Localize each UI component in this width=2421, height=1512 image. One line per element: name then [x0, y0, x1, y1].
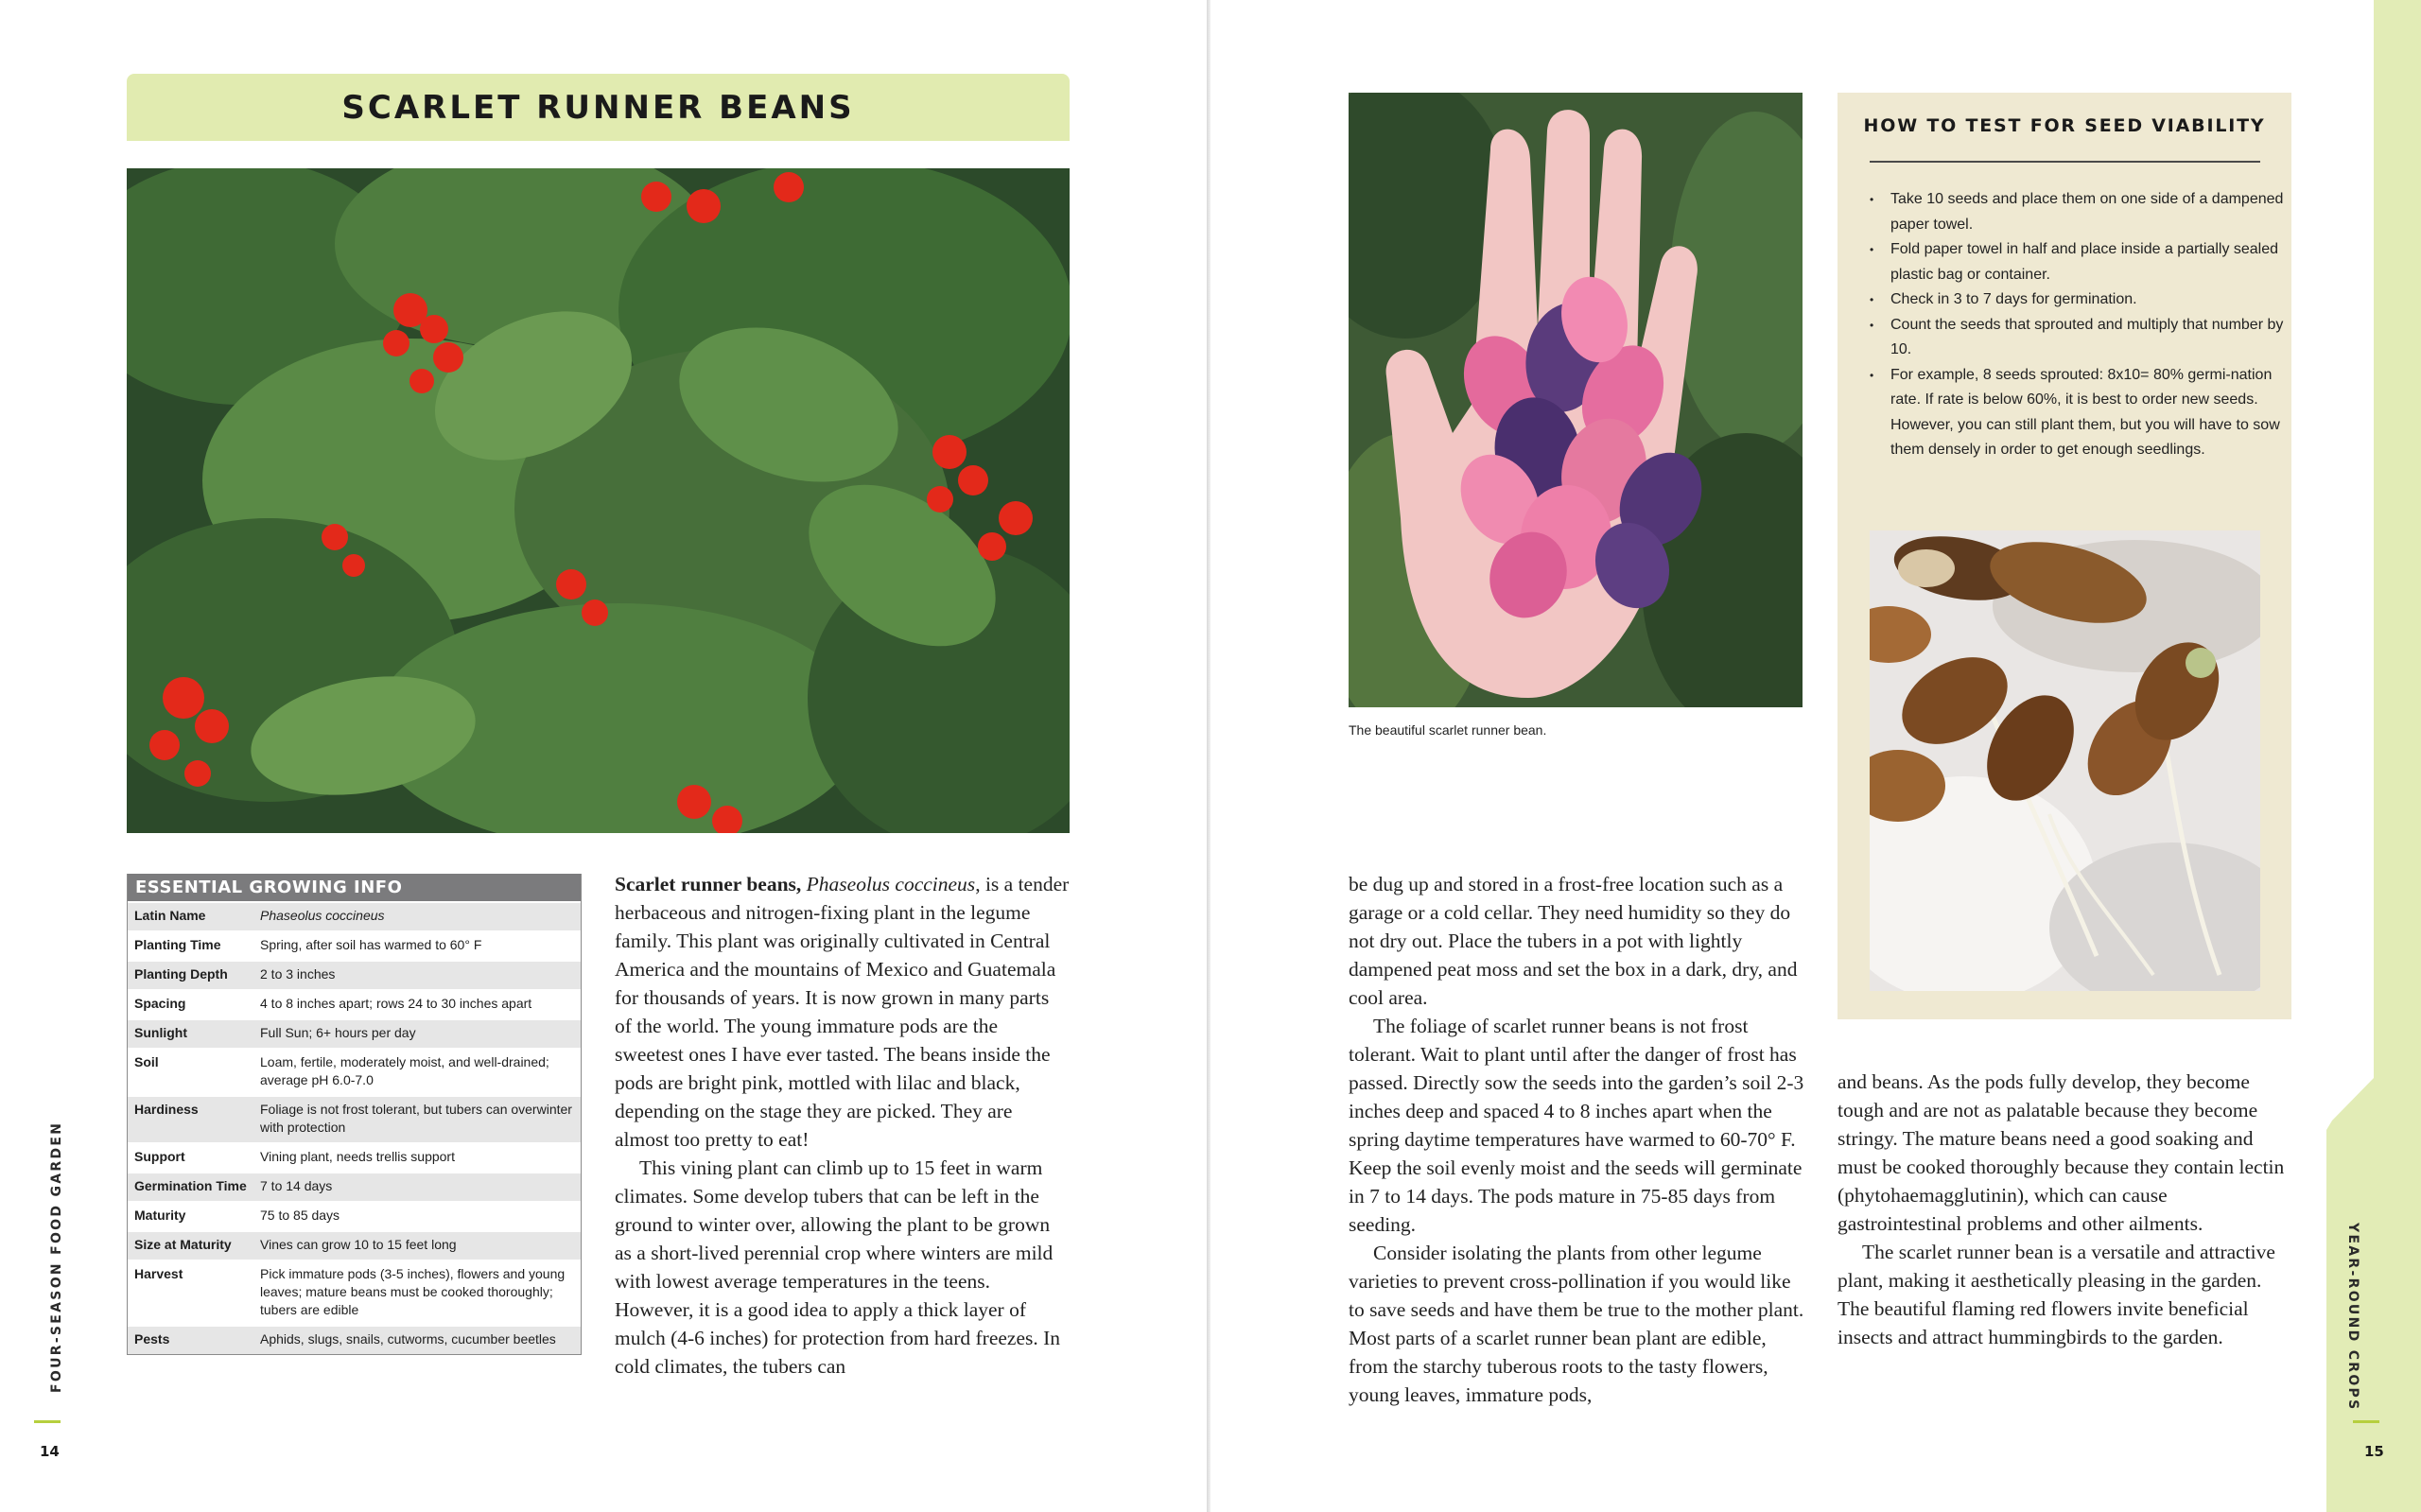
page-title: SCARLET RUNNER BEANS	[341, 88, 855, 127]
left-page	[0, 0, 1209, 1512]
essential-growing-info-table	[127, 874, 582, 1355]
row-value: 7 to 14 days	[260, 1178, 333, 1193]
paragraph: Consider isolating the plants from other legume varieties to prevent cross-pollination if you would like to save seeds and have them be true to the mother plant. Most parts of a scarlet runner bean plant are edible, from the starchy tuberous roots to the tasty flowers, young leaves, immature pods,	[1349, 1242, 1804, 1406]
intro-latin: Phaseolus coccineus	[806, 873, 976, 895]
table-row	[128, 1325, 581, 1354]
row-label: Soil	[134, 1054, 159, 1069]
table-row	[128, 1201, 581, 1230]
row-value: Foliage is not frost tolerant, but tubers can overwinter with protection	[260, 1102, 572, 1135]
table-row	[128, 1048, 581, 1095]
right-body-column-a	[1349, 870, 1805, 1409]
paragraph: The foliage of scarlet runner beans is not frost tolerant. Wait to plant until after the danger of frost has passed. Directly sow the seeds into the garden’s soil 2-3 inches deep and spaced 4 to 8 inches apart when the spring daytime temperatures have warmed to 60-70° F. Keep the soil evenly moist and the seeds will germinate in 7 to 14 days. The pods mature in 75-85 days from seeding.	[1349, 1015, 1804, 1236]
sidebar-list	[1870, 187, 2284, 463]
left-body-column	[615, 870, 1071, 1381]
row-label: Spacing	[134, 996, 186, 1011]
row-label: Size at Maturity	[134, 1237, 232, 1252]
photo-caption: The beautiful scarlet runner bean.	[1349, 722, 1547, 738]
page-number-right: 15	[2364, 1443, 2384, 1460]
beans-in-hand-photo	[1349, 93, 1803, 707]
row-value: Spring, after soil has warmed to 60° F	[260, 937, 482, 952]
right-body-column-b	[1838, 1068, 2294, 1351]
row-label: Latin Name	[134, 908, 206, 923]
table-row	[128, 1018, 581, 1048]
page-number-left: 14	[40, 1443, 60, 1460]
table-row	[128, 1230, 581, 1260]
paragraph: be dug up and stored in a frost-free location such as a garage or a cold cellar. They need humidity so they do not dry out. Place the tubers in a pot with lightly dampened peat moss and set the box in a dark, dry, and cool area.	[1349, 873, 1798, 1009]
row-label: Hardiness	[134, 1102, 199, 1117]
row-label: Planting Depth	[134, 966, 228, 982]
green-side-tab	[2326, 0, 2421, 1512]
row-value: Pick immature pods (3-5 inches), flowers and young leaves; mature beans must be cooked thoroughly; tubers are edible	[260, 1266, 566, 1317]
row-value: 75 to 85 days	[260, 1208, 340, 1223]
sidebar-list-item: • Count the seeds that sprouted and multiply that number by 10.	[1887, 313, 2284, 363]
scarlet-runner-flowers-photo	[127, 168, 1070, 833]
table-row	[128, 1260, 581, 1325]
sidebar-list-item: • Take 10 seeds and place them on one side of a dampened paper towel.	[1887, 187, 2284, 237]
row-value: Vining plant, needs trellis support	[260, 1149, 455, 1164]
title-bar	[127, 74, 1070, 141]
paragraph: and beans. As the pods fully develop, they become tough and are not as palatable because they become stringy. The mature beans need a good soaking and must be cooked thoroughly because they contain lectin (phytohaemagglutinin), which can cause gastrointestinal problems and other ailments.	[1838, 1070, 2285, 1235]
row-label: Pests	[134, 1331, 170, 1347]
paragraph: This vining plant can climb up to 15 feet in warm climates. Some develop tubers that can be left in the ground to winter over, allowing the plant to be grown as a short-lived perennial crop where winters are mild with lowest average temperatures in the teens. However, it is a good idea to apply a thick layer of mulch (4-6 inches) for protection from hard freezes. In cold climates, the tubers can	[615, 1156, 1061, 1378]
table-rows	[128, 901, 581, 1354]
sidebar-title: HOW TO TEST FOR SEED VIABILITY	[1863, 115, 2266, 136]
sidebar-rule	[1870, 161, 2260, 163]
table-row	[128, 1095, 581, 1142]
row-label: Planting Time	[134, 937, 221, 952]
row-value: Phaseolus coccineus	[260, 908, 385, 923]
row-label: Germination Time	[134, 1178, 247, 1193]
running-head-right: YEAR-ROUND CROPS	[2345, 1223, 2360, 1412]
table-row	[128, 1142, 581, 1172]
sidebar-list-item: • Check in 3 to 7 days for germination.	[1887, 287, 2284, 313]
table-row	[128, 930, 581, 960]
intro-lead: Scarlet runner beans,	[615, 873, 802, 895]
row-value: 4 to 8 inches apart; rows 24 to 30 inches apart	[260, 996, 532, 1011]
sidebar-list-item: • For example, 8 seeds sprouted: 8x10= 80% germi-nation rate. If rate is below 60%, it is best to order new seeds. However, you can still plant them, but you will have to sow them densely in order to get enough seedlings.	[1887, 363, 2284, 463]
row-label: Sunlight	[134, 1025, 187, 1040]
row-label: Support	[134, 1149, 185, 1164]
row-value: 2 to 3 inches	[260, 966, 336, 982]
row-label: Maturity	[134, 1208, 186, 1223]
sprouting-seeds-photo	[1870, 530, 2260, 991]
green-tick	[34, 1420, 61, 1423]
row-value: Vines can grow 10 to 15 feet long	[260, 1237, 457, 1252]
table-row	[128, 989, 581, 1018]
row-value: Aphids, slugs, snails, cutworms, cucumber beetles	[260, 1331, 556, 1347]
row-value: Loam, fertile, moderately moist, and well-drained; average pH 6.0-7.0	[260, 1054, 549, 1087]
row-label: Harvest	[134, 1266, 183, 1281]
intro-paragraph	[615, 870, 1071, 1154]
green-tick	[2353, 1420, 2379, 1423]
table-row	[128, 901, 581, 930]
table-row	[128, 960, 581, 989]
sidebar-list-item: • Fold paper towel in half and place inside a partially sealed plastic bag or container.	[1887, 237, 2284, 287]
table-row	[128, 1172, 581, 1201]
paragraph: The scarlet runner bean is a versatile and attractive plant, making it aesthetically pleasing in the garden. The beautiful flaming red flowers invite beneficial insects and attract hummingbirds to the garden.	[1838, 1241, 2275, 1348]
row-value: Full Sun; 6+ hours per day	[260, 1025, 416, 1040]
table-heading: ESSENTIAL GROWING INFO	[128, 874, 581, 901]
intro-rest: , is a tender herbaceous and nitrogen-fixing plant in the legume family. This plant was originally cultivated in Central America and the mountains of Mexico and Guatemala for thousands of years. It is now grown in many parts of the world. The young immature pods are the sweetest ones I have ever tasted. The beans inside the pods are bright pink, mottled with lilac and black, depending on the stage they are picked. They are almost too pretty to eat!	[615, 873, 1070, 1151]
running-head-left: FOUR-SEASON FOOD GARDEN	[49, 1121, 64, 1393]
